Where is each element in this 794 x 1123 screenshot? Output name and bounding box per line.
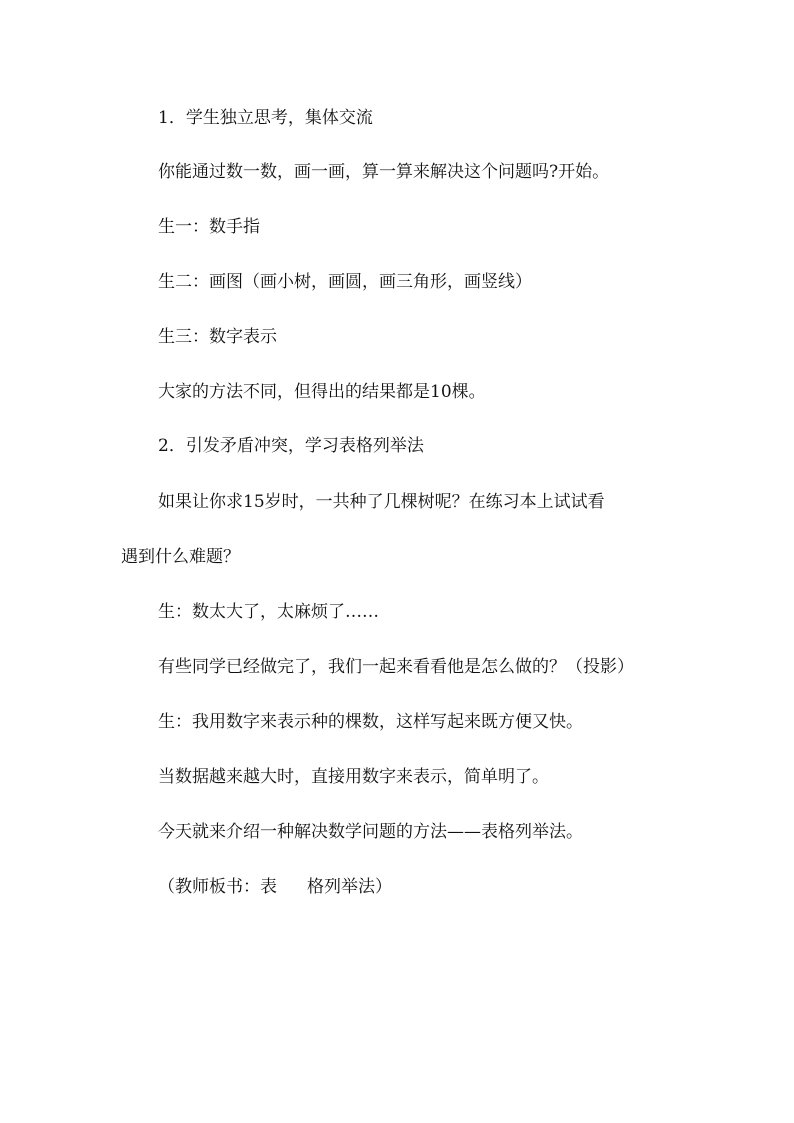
paragraph-student-2: 生二：画图（画小树，画圆，画三角形，画竖线） (158, 272, 532, 292)
paragraph-question: 你能通过数一数，画一画，算一算来解决这个问题吗?开始。 (158, 162, 610, 182)
paragraph-student-1: 生一：数手指 (158, 217, 260, 237)
paragraph-student-method: 生：我用数字来表示种的棵数，这样写起来既方便又快。 (158, 712, 583, 732)
paragraph-board-note (158, 875, 392, 899)
paragraph-challenge: 如果让你求15岁时，一共种了几棵树呢？在练习本上试试看 (158, 492, 605, 512)
paragraph-challenge-continued: 遇到什么难题？ (121, 547, 240, 567)
paragraph-projection: 有些同学已经做完了，我们一起来看看他是怎么做的？（投影） (158, 657, 634, 677)
section-heading-1: 1．学生独立思考，集体交流 (158, 108, 373, 128)
board-note-part-1: （教师板书：表 (158, 877, 277, 897)
paragraph-introduce-method: 今天就来介绍一种解决数学问题的方法——表格列举法。 (158, 822, 583, 842)
section-heading-2: 2．引发矛盾冲突，学习表格列举法 (158, 436, 424, 456)
paragraph-large-numbers: 当数据越来越大时，直接用数字来表示，简单明了。 (158, 767, 549, 787)
paragraph-student-3: 生三：数字表示 (158, 327, 277, 347)
paragraph-student-reply: 生：数太大了，太麻烦了…… (158, 602, 379, 622)
paragraph-summary: 大家的方法不同，但得出的结果都是10棵。 (158, 382, 486, 402)
board-note-part-2: 格列举法） (307, 877, 392, 897)
